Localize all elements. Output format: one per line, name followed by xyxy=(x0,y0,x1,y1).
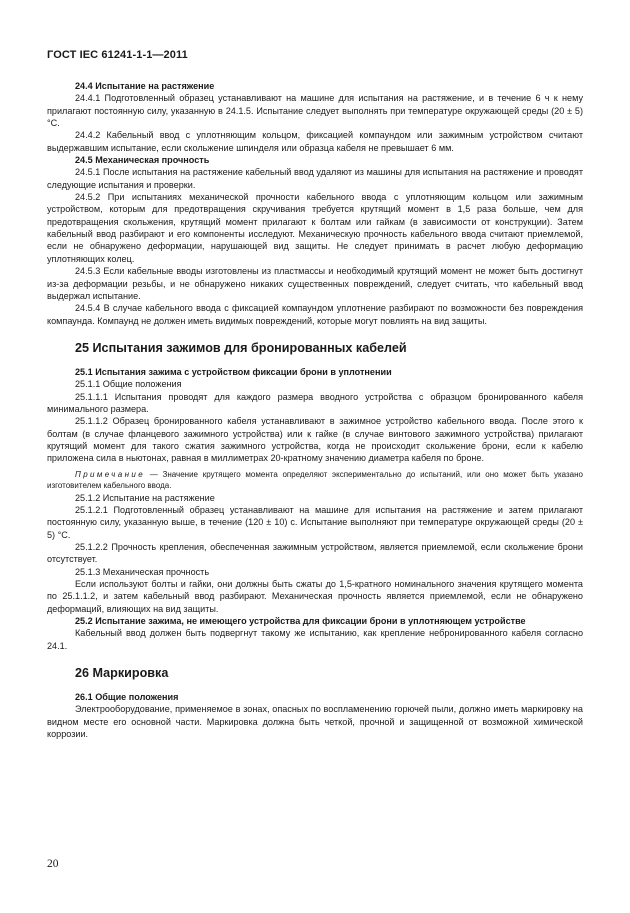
paragraph xyxy=(47,627,583,652)
paragraph-text: 24.4.1 Подготовленный образец устанавливают на машине для испытания на растяжение, и в течение 6 ч к нему прилагают постоянную силу, указанную в 24.1.5. Испытание следует выполнять при температуре окружающей среды (20 ± 5) °С. xyxy=(47,93,583,129)
running-header: ГОСТ IEC 61241-1-1—2011 xyxy=(47,49,188,61)
paragraph-text: 25.1.2 Испытание на растяжение xyxy=(75,492,215,503)
paragraph-text: 26.1 Общие положения xyxy=(75,692,179,703)
paragraph xyxy=(47,492,583,504)
paragraph xyxy=(47,92,583,129)
spacer xyxy=(47,327,583,341)
paragraph-text: 25.1.2.1 Подготовленный образец устанавливают на машине для испытания на растяжение и затем прилагают постоянную силу, указанную выше, в течение (120 ± 10) с. Испытание выполняют при температуре окружающей среды (20 ± 5) °С. xyxy=(47,504,583,540)
paragraph-text: 25.1 Испытания зажима с устройством фиксации брони в уплотнении xyxy=(75,366,392,377)
paragraph-text: 25.1.1.2 Образец бронированного кабеля устанавливают в зажимное устройство кабельного ввода. После этого к болтам (в случае фланцевого зажимного устройства) или к гайке (в случае винтового зажимного устройства) прилагают крутящий момент для такого сжатия зажимного устройства, когда не происходит скольжение брони, если к кабелю приложена сила в ньютонах, равная в миллиметрах 20-кратному значению диаметра кабеля по броне. xyxy=(47,416,583,464)
note-paragraph xyxy=(47,469,583,492)
paragraph xyxy=(47,378,583,390)
paragraph-text: Кабельный ввод должен быть подвергнут такому же испытанию, как крепление небронированного кабеля согласно 24.1. xyxy=(47,628,583,651)
section-heading xyxy=(47,341,583,356)
paragraph-text: 25 Испытания зажимов для бронированных кабелей xyxy=(75,340,407,355)
subsection-heading xyxy=(47,615,583,627)
paragraph xyxy=(47,265,583,302)
paragraph-text: 24.5.3 Если кабельные вводы изготовлены из пластмассы и необходимый крутящий момент не может быть достигнут из-за деформации резьбы, и не обнаружено никаких существенных повреждений, следует считать, что кабельный ввод выдержал испытание. xyxy=(47,266,583,301)
paragraph-text: 24.5.4 В случае кабельного ввода с фиксацией компаундом уплотнение разбирают по возможности без повреждения компаунда. Компаунд не должен иметь видимых повреждений, которые могут повлиять на вид защиты. xyxy=(47,303,583,326)
paragraph xyxy=(47,302,583,327)
note-label: Примечание xyxy=(75,469,146,479)
paragraph xyxy=(47,504,583,541)
subsection-heading xyxy=(47,691,583,703)
paragraph-text: 26 Маркировка xyxy=(75,666,169,681)
paragraph-text: — Значение крутящего момента определяют экспериментально до испытаний, или оно может быть указано изготовителем кабельного ввода. xyxy=(47,469,583,491)
paragraph-text: 25.2 Испытание зажима, не имеющего устройства для фиксации брони в уплотняющем устройстве xyxy=(75,616,526,627)
paragraph-text: 25.1.2.2 Прочность крепления, обеспеченная зажимным устройством, является приемлемой, если скольжение брони отсутствует. xyxy=(47,542,583,565)
paragraph xyxy=(47,566,583,578)
paragraph xyxy=(47,415,583,464)
paragraph xyxy=(47,166,583,191)
paragraph-text: 24.5.1 После испытания на растяжение кабельный ввод удаляют из машины для испытания на растяжение и проводят следующие испытания и проверки. xyxy=(47,167,583,190)
paragraph-text: 25.1.1.1 Испытания проводят для каждого размера вводного устройства с образцом бронированного кабеля минимального размера. xyxy=(47,391,583,414)
spacer xyxy=(47,356,583,366)
paragraph xyxy=(47,541,583,566)
paragraph xyxy=(47,129,583,154)
page-body xyxy=(47,80,583,740)
spacer xyxy=(47,681,583,691)
paragraph-text: Если используют болты и гайки, они должны быть сжаты до 1,5-кратного номинального значения крутящего момента по 25.1.1.2, и затем кабельный ввод разбирают. Механическая прочность является приемлемой, если не обнаружено деформаций, влияющих на вид защиты. xyxy=(47,579,583,614)
paragraph xyxy=(47,578,583,615)
subsection-heading xyxy=(47,80,583,92)
paragraph-text: 25.1.3 Механическая прочность xyxy=(75,566,210,577)
paragraph xyxy=(47,191,583,265)
paragraph-text: 24.4.2 Кабельный ввод с уплотняющим кольцом, фиксацией компаундом или зажимным устройством считают выдержавшим испытание, если скольжение шпинделя или образца кабеля не превышает 6 мм. xyxy=(47,130,583,153)
section-heading xyxy=(47,666,583,681)
paragraph-text: 24.5.2 При испытаниях механической прочности кабельного ввода с уплотняющим кольцом или зажимным устройством, которым для предотвращения скручивания требуется крутящий момент в 1,5 раза больше, чем для предотвращения скольжения, крутящий момент прилагают к болтам или гайкам (в зависимости от конструкции). Затем кабельный ввод разбирают и его компоненты исследуют. Механическую прочность кабельного ввода считают приемлемой, если не обнаружено деформации, нарушающей вид защиты. Не следует принимать в расчет любую деформацию уплотняющих колец. xyxy=(47,192,583,264)
paragraph xyxy=(47,703,583,740)
page-number: 20 xyxy=(47,858,59,870)
subsection-heading xyxy=(47,154,583,166)
subsection-heading xyxy=(47,366,583,378)
paragraph-text: 25.1.1 Общие положения xyxy=(75,379,182,390)
paragraph xyxy=(47,391,583,416)
paragraph-text: 24.4 Испытание на растяжение xyxy=(75,81,215,91)
paragraph-text: Электрооборудование, применяемое в зонах, опасных по воспламенению горючей пыли, должно иметь маркировку на видном месте его основной части. Маркировка должна быть четкой, прочной и защищенной от возможной химической коррозии. xyxy=(47,704,583,740)
paragraph-text: 24.5 Механическая прочность xyxy=(75,155,210,166)
spacer xyxy=(47,652,583,666)
